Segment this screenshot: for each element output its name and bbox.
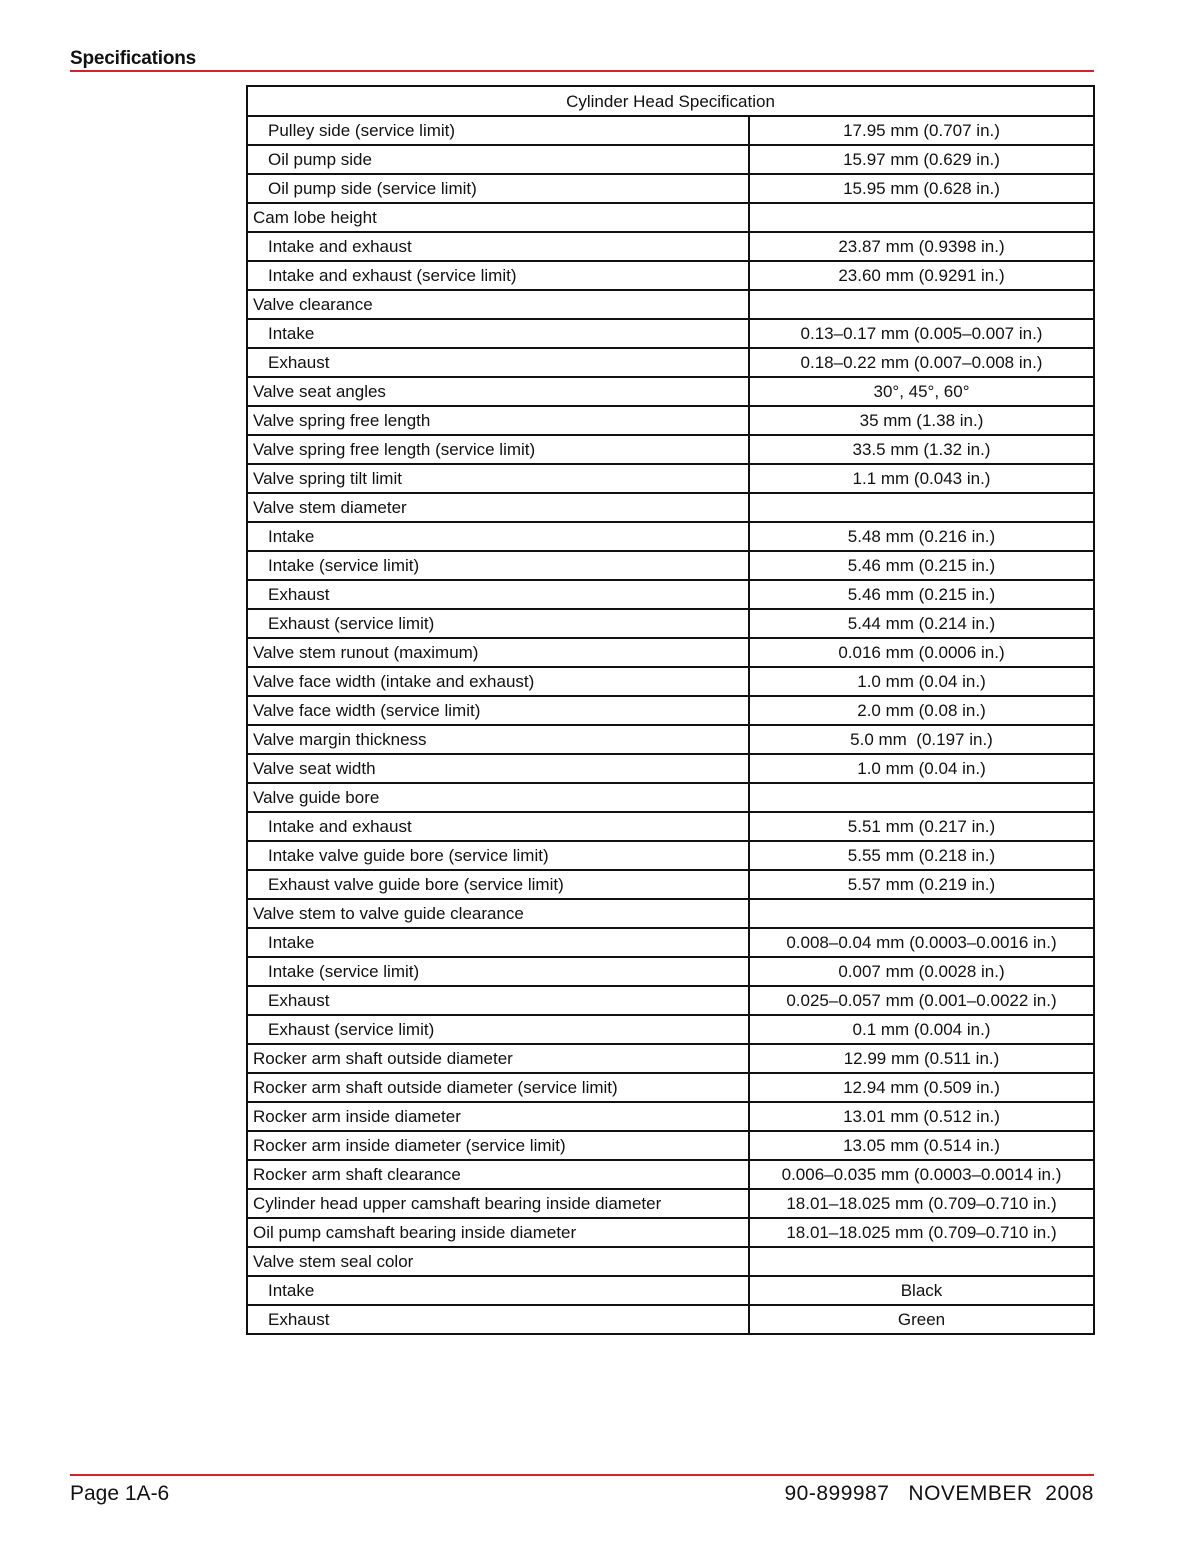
table-row xyxy=(247,1218,1094,1247)
spec-value: 2.0 mm (0.08 in.) xyxy=(749,696,1094,725)
spec-label: Cam lobe height xyxy=(247,203,749,232)
document-id: 90-899987 NOVEMBER 2008 xyxy=(784,1482,1094,1505)
spec-label: Rocker arm shaft outside diameter xyxy=(247,1044,749,1073)
spec-value: 5.44 mm (0.214 in.) xyxy=(749,609,1094,638)
spec-label: Valve stem diameter xyxy=(247,493,749,522)
spec-value xyxy=(749,1247,1094,1276)
spec-value: 5.0 mm (0.197 in.) xyxy=(749,725,1094,754)
table-row xyxy=(247,319,1094,348)
spec-value: 5.51 mm (0.217 in.) xyxy=(749,812,1094,841)
spec-label: Rocker arm inside diameter (service limit) xyxy=(247,1131,749,1160)
table-row xyxy=(247,1160,1094,1189)
spec-value: Black xyxy=(749,1276,1094,1305)
table-row xyxy=(247,986,1094,1015)
spec-label: Intake xyxy=(247,522,749,551)
table-row xyxy=(247,1276,1094,1305)
spec-value: 15.97 mm (0.629 in.) xyxy=(749,145,1094,174)
table-row xyxy=(247,1131,1094,1160)
spec-label: Intake and exhaust xyxy=(247,812,749,841)
table-row xyxy=(247,174,1094,203)
spec-value: Green xyxy=(749,1305,1094,1334)
spec-label: Valve seat angles xyxy=(247,377,749,406)
table-row xyxy=(247,435,1094,464)
spec-label: Intake (service limit) xyxy=(247,551,749,580)
table-row xyxy=(247,812,1094,841)
table-row xyxy=(247,667,1094,696)
spec-label: Exhaust xyxy=(247,348,749,377)
spec-value: 35 mm (1.38 in.) xyxy=(749,406,1094,435)
spec-label: Oil pump camshaft bearing inside diameter xyxy=(247,1218,749,1247)
spec-value: 18.01–18.025 mm (0.709–0.710 in.) xyxy=(749,1189,1094,1218)
spec-label: Exhaust xyxy=(247,986,749,1015)
spec-label: Valve clearance xyxy=(247,290,749,319)
table-row xyxy=(247,377,1094,406)
spec-label: Intake xyxy=(247,928,749,957)
spec-value: 5.46 mm (0.215 in.) xyxy=(749,551,1094,580)
table-row xyxy=(247,493,1094,522)
spec-value: 13.05 mm (0.514 in.) xyxy=(749,1131,1094,1160)
spec-value: 1.1 mm (0.043 in.) xyxy=(749,464,1094,493)
spec-value: 5.55 mm (0.218 in.) xyxy=(749,841,1094,870)
spec-label: Cylinder head upper camshaft bearing inside diameter xyxy=(247,1189,749,1218)
table-row xyxy=(247,928,1094,957)
spec-label: Intake xyxy=(247,319,749,348)
table-row xyxy=(247,406,1094,435)
table-row xyxy=(247,957,1094,986)
spec-label: Exhaust xyxy=(247,1305,749,1334)
spec-value: 12.94 mm (0.509 in.) xyxy=(749,1073,1094,1102)
table-row xyxy=(247,696,1094,725)
spec-label: Valve guide bore xyxy=(247,783,749,812)
spec-value: 0.13–0.17 mm (0.005–0.007 in.) xyxy=(749,319,1094,348)
spec-value: 18.01–18.025 mm (0.709–0.710 in.) xyxy=(749,1218,1094,1247)
spec-label: Intake (service limit) xyxy=(247,957,749,986)
table-row xyxy=(247,1073,1094,1102)
table-row xyxy=(247,1102,1094,1131)
spec-label: Exhaust xyxy=(247,580,749,609)
spec-label: Valve face width (intake and exhaust) xyxy=(247,667,749,696)
table-row xyxy=(247,261,1094,290)
table-row xyxy=(247,1305,1094,1334)
table-row xyxy=(247,783,1094,812)
spec-label: Exhaust valve guide bore (service limit) xyxy=(247,870,749,899)
spec-label: Valve stem to valve guide clearance xyxy=(247,899,749,928)
spec-value xyxy=(749,783,1094,812)
table-row xyxy=(247,551,1094,580)
table-row xyxy=(247,290,1094,319)
spec-value: 17.95 mm (0.707 in.) xyxy=(749,116,1094,145)
spec-value: 0.016 mm (0.0006 in.) xyxy=(749,638,1094,667)
spec-label: Intake valve guide bore (service limit) xyxy=(247,841,749,870)
spec-value: 12.99 mm (0.511 in.) xyxy=(749,1044,1094,1073)
table-row xyxy=(247,1189,1094,1218)
spec-value: 5.57 mm (0.219 in.) xyxy=(749,870,1094,899)
spec-value: 0.007 mm (0.0028 in.) xyxy=(749,957,1094,986)
spec-label: Intake and exhaust (service limit) xyxy=(247,261,749,290)
section-title: Specifications xyxy=(70,48,197,69)
spec-value: 23.60 mm (0.9291 in.) xyxy=(749,261,1094,290)
table-row xyxy=(247,1015,1094,1044)
spec-value xyxy=(749,290,1094,319)
spec-value: 33.5 mm (1.32 in.) xyxy=(749,435,1094,464)
table-row xyxy=(247,841,1094,870)
table-row xyxy=(247,232,1094,261)
cylinder-head-spec-table xyxy=(246,85,1095,1335)
spec-label: Exhaust (service limit) xyxy=(247,1015,749,1044)
table-row xyxy=(247,899,1094,928)
spec-value: 1.0 mm (0.04 in.) xyxy=(749,754,1094,783)
spec-value xyxy=(749,899,1094,928)
spec-value: 1.0 mm (0.04 in.) xyxy=(749,667,1094,696)
spec-label: Intake and exhaust xyxy=(247,232,749,261)
spec-value: 23.87 mm (0.9398 in.) xyxy=(749,232,1094,261)
table-row xyxy=(247,580,1094,609)
spec-label: Oil pump side (service limit) xyxy=(247,174,749,203)
table-row xyxy=(247,522,1094,551)
spec-value xyxy=(749,493,1094,522)
spec-value: 13.01 mm (0.512 in.) xyxy=(749,1102,1094,1131)
spec-label: Valve stem runout (maximum) xyxy=(247,638,749,667)
table-row xyxy=(247,609,1094,638)
table-row xyxy=(247,145,1094,174)
spec-value: 5.48 mm (0.216 in.) xyxy=(749,522,1094,551)
spec-label: Intake xyxy=(247,1276,749,1305)
table-row xyxy=(247,1044,1094,1073)
spec-value: 0.1 mm (0.004 in.) xyxy=(749,1015,1094,1044)
table-row xyxy=(247,1247,1094,1276)
spec-value: 15.95 mm (0.628 in.) xyxy=(749,174,1094,203)
spec-label: Pulley side (service limit) xyxy=(247,116,749,145)
spec-label: Exhaust (service limit) xyxy=(247,609,749,638)
table-row xyxy=(247,203,1094,232)
table-row xyxy=(247,464,1094,493)
spec-label: Valve face width (service limit) xyxy=(247,696,749,725)
spec-label: Valve stem seal color xyxy=(247,1247,749,1276)
spec-label: Rocker arm shaft clearance xyxy=(247,1160,749,1189)
table-row xyxy=(247,754,1094,783)
spec-value xyxy=(749,203,1094,232)
spec-label: Valve spring tilt limit xyxy=(247,464,749,493)
table-title-row xyxy=(247,86,1094,116)
spec-label: Oil pump side xyxy=(247,145,749,174)
table-row xyxy=(247,638,1094,667)
table-row xyxy=(247,116,1094,145)
table-title: Cylinder Head Specification xyxy=(247,86,1094,116)
table-row xyxy=(247,870,1094,899)
spec-value: 30°, 45°, 60° xyxy=(749,377,1094,406)
spec-label: Valve margin thickness xyxy=(247,725,749,754)
table-row xyxy=(247,348,1094,377)
table-body xyxy=(247,116,1094,1334)
spec-label: Rocker arm shaft outside diameter (service limit) xyxy=(247,1073,749,1102)
spec-value: 0.008–0.04 mm (0.0003–0.0016 in.) xyxy=(749,928,1094,957)
spec-label: Valve seat width xyxy=(247,754,749,783)
spec-label: Rocker arm inside diameter xyxy=(247,1102,749,1131)
spec-label: Valve spring free length (service limit) xyxy=(247,435,749,464)
spec-value: 5.46 mm (0.215 in.) xyxy=(749,580,1094,609)
spec-label: Valve spring free length xyxy=(247,406,749,435)
footer-rule xyxy=(70,1474,1094,1476)
spec-value: 0.18–0.22 mm (0.007–0.008 in.) xyxy=(749,348,1094,377)
page-number: Page 1A-6 xyxy=(70,1482,170,1505)
spec-value: 0.025–0.057 mm (0.001–0.0022 in.) xyxy=(749,986,1094,1015)
spec-value: 0.006–0.035 mm (0.0003–0.0014 in.) xyxy=(749,1160,1094,1189)
header-rule xyxy=(70,70,1094,72)
table-row xyxy=(247,725,1094,754)
